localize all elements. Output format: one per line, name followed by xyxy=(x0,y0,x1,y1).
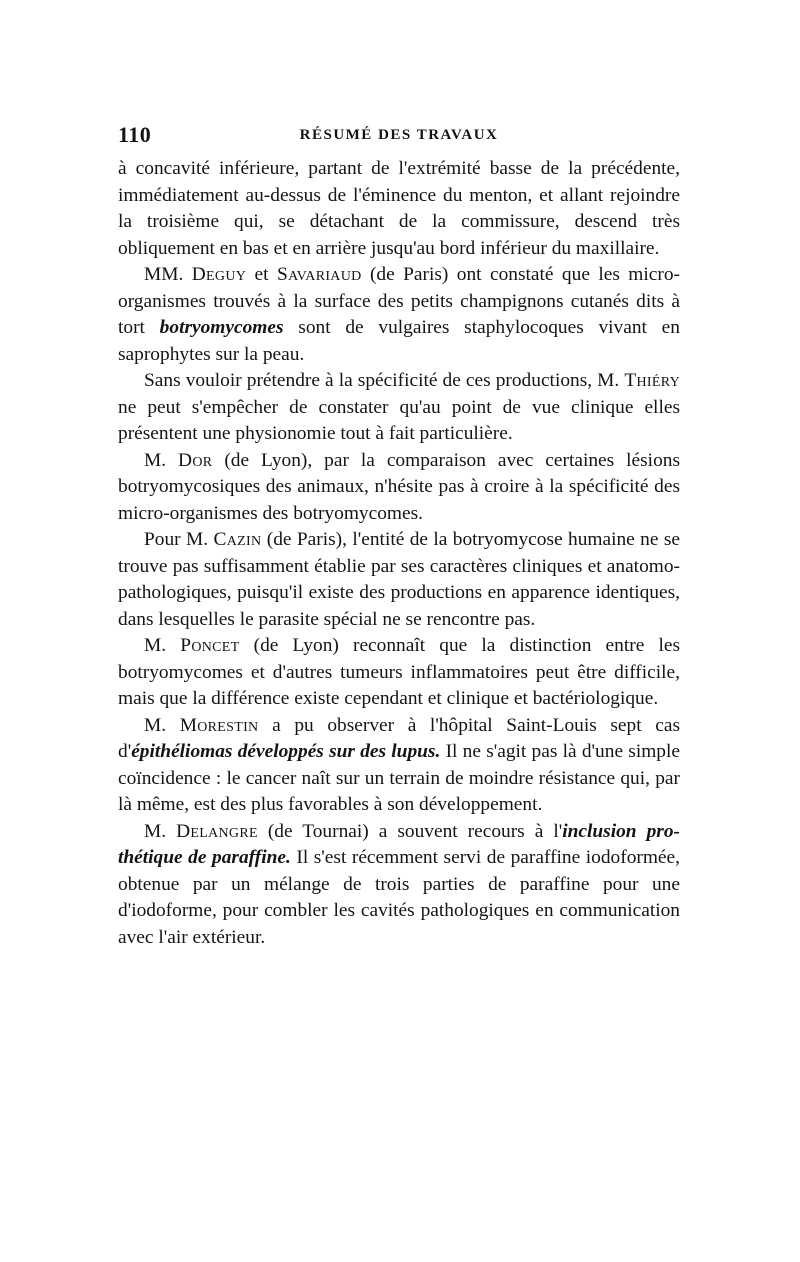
paragraph xyxy=(118,633,680,713)
author-name: Thiéry xyxy=(624,370,680,391)
text-run: et xyxy=(246,264,277,285)
text-run: MM. xyxy=(144,264,192,285)
author-name: Deguy xyxy=(191,264,247,285)
paragraph xyxy=(118,527,680,633)
paragraph xyxy=(118,156,680,262)
text-run: Il ne s'agit pas là d'une simple coïncidence : le cancer naît sur un terrain de moindre résistance qui, par là même, est des plus favorables à son développement. xyxy=(118,741,680,815)
paragraph xyxy=(118,448,680,528)
author-name: Morestin xyxy=(179,714,259,736)
text-run: M. xyxy=(144,714,180,736)
author-name: Cazin xyxy=(213,529,262,550)
text-run: M. xyxy=(144,449,179,471)
text-run: a pu observer à l'hôpital Saint-Louis sept cas d' xyxy=(118,714,680,762)
page-header xyxy=(118,122,680,152)
page-number: 110 xyxy=(118,122,152,147)
paragraph-text: à concavité inférieure, partant de l'extrémité basse de la précédente, immédiatement au-dessus de l'éminence du menton, et allant rejoindre la troisième qui, se détachant de la commissure, descend très obliquement en bas et en arrière jusqu'au bord inférieur du maxillaire. xyxy=(118,158,680,259)
paragraph xyxy=(118,819,680,952)
text-run: M. xyxy=(144,820,177,842)
running-title: RÉSUMÉ DES TRAVAUX xyxy=(299,127,499,143)
text-run: ne peut s'empêcher de constater qu'au point de vue clinique elles présentent une physionomie tout à fait particulière. xyxy=(118,396,680,444)
text-run: (de Paris) ont constaté que les micro-organismes trouvés à la surface des petits champignons cutanés dits à tort xyxy=(118,264,680,338)
paragraph xyxy=(118,713,680,819)
text-run: (de Lyon), par la comparaison avec certaines lésions botryomycosiques des animaux, n'hésite pas à croire à la spécificité des micro-organismes des botryomycomes. xyxy=(118,449,681,524)
author-name: Savariaud xyxy=(276,264,362,285)
paragraph xyxy=(118,368,680,448)
emphasis-term: épithéliomas développés sur des lupus. xyxy=(131,741,441,762)
text-run: (de Tournai) a souvent recours à l' xyxy=(257,820,563,842)
text-run: (de Lyon) reconnaît que la distinction entre les botryomycomes et d'autres tumeurs inflammatoires peut être difficile, mais que la différence existe cependant et clinique et bactériologique. xyxy=(118,635,680,709)
emphasis-term: botryomycomes xyxy=(159,317,284,338)
author-name: Delangre xyxy=(176,820,258,842)
text-run: Sans vouloir prétendre à la spécificité de ces productions, M. xyxy=(144,370,625,391)
text-run: sont de vulgaires staphylocoques vivant en saprophytes sur la peau. xyxy=(118,317,680,365)
text-run: Il s'est récemment servi de paraffine iodoformée, obtenue par un mélange de trois parties de paraffine pour une d'iodoforme, pour combler les cavités pathologiques en communication avec l'air extérieur. xyxy=(118,847,680,948)
emphasis-term: inclusion prothétique de paraffine. xyxy=(118,820,680,868)
author-name: Poncet xyxy=(180,635,240,656)
paragraph xyxy=(118,262,680,368)
author-name: Dor xyxy=(178,449,213,471)
text-run: (de Paris), l'entité de la botryomycose humaine ne se trouve pas suffisamment établie par ses caractères cliniques et anatomo-pathologiques, puisqu'il existe des productions en apparence identiques, dans lesquelles le parasite spécial ne se rencontre pas. xyxy=(118,529,680,630)
body-text xyxy=(118,156,680,951)
text-run: Pour M. xyxy=(144,529,214,550)
text-run: M. xyxy=(144,635,181,656)
